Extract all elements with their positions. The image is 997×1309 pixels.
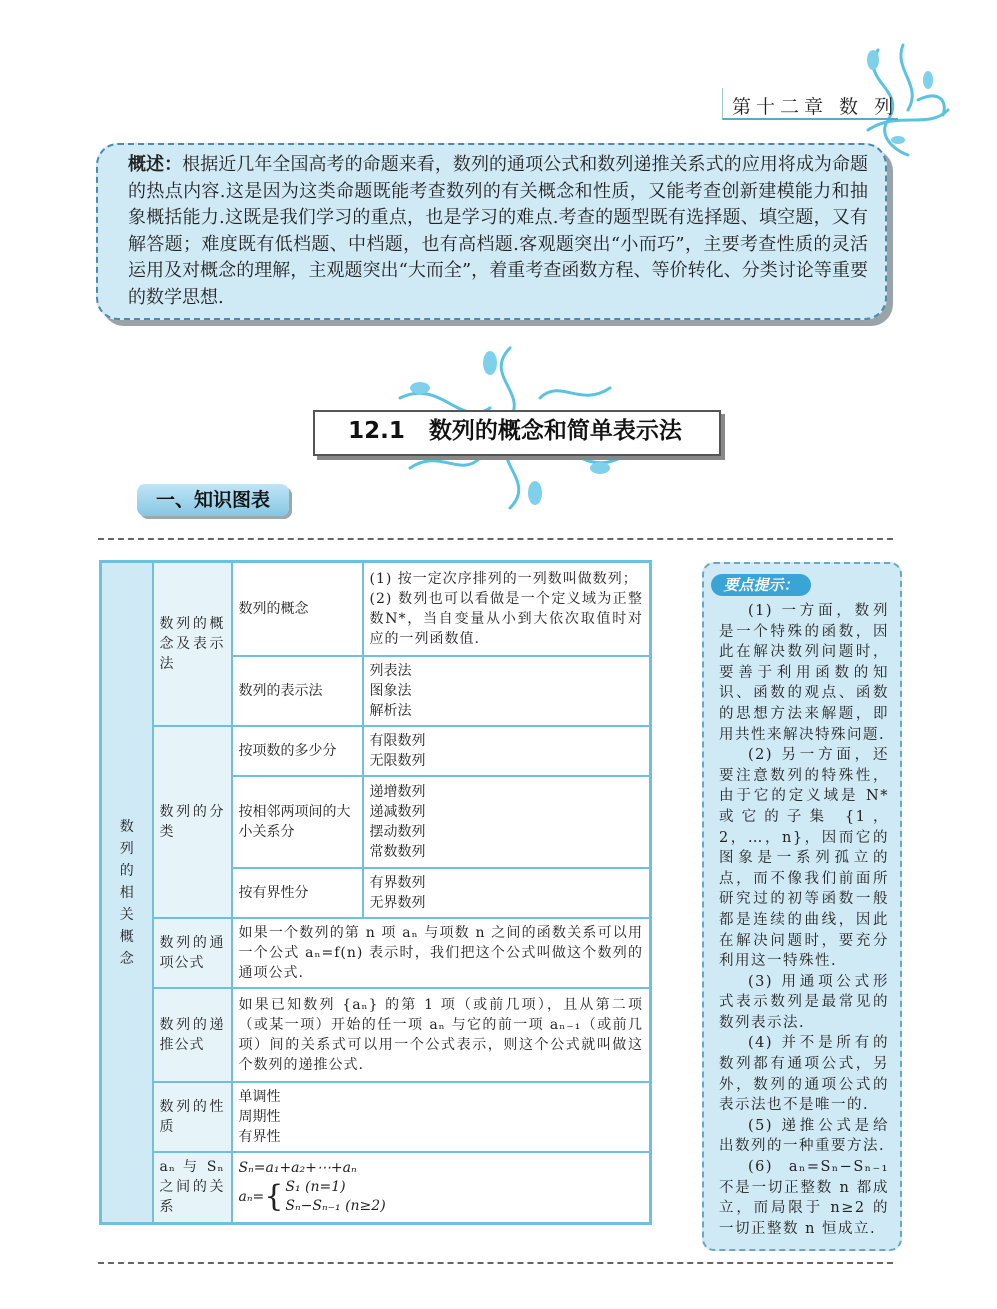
tip-paragraph: (2) 另一方面，还要注意数列的特殊性，由于它的定义域是 N* 或它的子集 {1，2，…，n}，因而它的图象是一系列孤立的点，而不像我们前面所研究过的初等函数一般都是连续的曲线，因此在解决问题时，要充分利用这一特殊性.: [719, 747, 889, 970]
tip-paragraph: (6) aₙ=Sₙ−Sₙ₋₁ 不是一切正整数 n 都成立，而局限于 n≥2 的一切正整数 n 恒成立.: [719, 1159, 889, 1237]
tip-paragraph: (4) 并不是所有的数列都有通项公式，另外，数列的通项公式的表示法也不是唯一的.: [719, 1035, 889, 1114]
knowledge-table: [99, 560, 652, 1225]
concept-def-1: (1) 按一定次序排列的一列数叫做数列；: [369, 570, 638, 587]
class-item: 有限数列: [369, 732, 426, 749]
table-row: [101, 726, 651, 776]
tip-paragraph: (5) 递推公式是给出数列的一种重要方法.: [719, 1117, 889, 1155]
class-item: 递减数列: [369, 803, 426, 820]
chapter-title: 第十二章 数 列: [732, 96, 899, 118]
by-bound-label: 按有界性分: [232, 868, 363, 918]
concept-def-2: (2) 数列也可以看做是一个定义域为正整数N*，当自变量从小到大依次取值时对应的一列函数值.: [369, 590, 643, 647]
section-number: 12.1: [348, 418, 405, 444]
group-classification-label: 数列的分类: [153, 726, 232, 918]
repr-item: 解析法: [369, 702, 412, 719]
table-row: [101, 988, 651, 1082]
root-concept-cell: [101, 562, 153, 1224]
subsection-title: 一、知识图表: [137, 484, 289, 516]
tip-paragraph: (1) 一方面，数列是一个特殊的函数，因此在解决数列问题时，要善于利用函数的知识、函数的观点、函数的思想方法来解题，即用共性来解决特殊问题.: [719, 603, 889, 743]
piecewise-formula: [239, 1178, 644, 1216]
divider-top: [98, 538, 893, 540]
relation-formulas: [232, 1152, 651, 1224]
table-row: [101, 562, 651, 656]
tips-label: 要点提示：: [711, 574, 811, 596]
piecewise-case-1: S₁ (n=1): [285, 1179, 346, 1196]
by-count-label: 按项数的多少分: [232, 726, 363, 776]
overview-text: [128, 152, 868, 311]
property-item: 有界性: [238, 1128, 281, 1145]
recursive-formula-text: 如果已知数列 {aₙ} 的第 1 项（或前几项），且从第二项（或某一项）开始的任一项 aₙ 与它的前一项 aₙ₋₁（或前几项）间的关系式可以用一个公式表示，则这个公式就叫做这个数列的递推公式.: [232, 988, 651, 1082]
general-formula-text: 如果一个数列的第 n 项 aₙ 与项数 n 之间的函数关系可以用一个公式 aₙ=f(n) 表示时，我们把这个公式叫做这个数列的通项公式.: [232, 918, 651, 988]
group-concept-label: 数列的概念及表示法: [153, 562, 232, 726]
recursive-formula-label: 数列的递推公式: [153, 988, 232, 1082]
section-title: [313, 410, 717, 452]
by-relation-items: [363, 776, 651, 868]
concept-definition: [363, 562, 651, 656]
by-relation-label: 按相邻两项间的大小关系分: [232, 776, 363, 868]
class-item: 有界数列: [369, 874, 426, 891]
repr-item: 图象法: [369, 682, 412, 699]
overview-body: 根据近几年全国高考的命题来看，数列的通项公式和数列递推关系式的应用将成为命题的热点内容.这是因为这类命题既能考查数列的有关概念和性质，又能考查创新建模能力和抽象概括能力.这既是我们学习的重点，也是学习的难点.考查的题型既有选择题、填空题，又有解答题；难度既有低档题、中档题，也有高档题.客观题突出“小而巧”，主要考查性质的灵活运用及对概念的理解，主观题突出“大而全”，着重考查函数方程、等价转化、分类讨论等重要的数学思想.: [128, 154, 869, 308]
class-item: 递增数列: [369, 783, 426, 800]
by-bound-items: [363, 868, 651, 918]
root-concept-label: 数列的相关概念: [119, 818, 134, 967]
concept-label: 数列的概念: [232, 562, 363, 656]
table-row: [101, 918, 651, 988]
overview-label: 概述：: [128, 154, 183, 175]
by-count-items: [363, 726, 651, 776]
piecewise-case-2: Sₙ−Sₙ₋₁ (n≥2): [285, 1198, 386, 1215]
sum-formula: Sₙ=a₁+a₂+⋯+aₙ: [238, 1160, 357, 1177]
repr-items: [363, 656, 651, 726]
divider-bottom: [98, 1262, 893, 1264]
repr-item: 列表法: [369, 662, 412, 679]
property-label: 数列的性质: [153, 1082, 232, 1152]
class-item: 无限数列: [369, 752, 426, 769]
property-item: 周期性: [238, 1108, 281, 1125]
tips-text: [719, 601, 889, 1239]
piecewise-lhs: aₙ=: [238, 1189, 265, 1206]
section-name: 数列的概念和简单表示法: [428, 418, 682, 444]
property-items: [232, 1082, 651, 1152]
repr-label: 数列的表示法: [232, 656, 363, 726]
class-item: 无界数列: [369, 894, 426, 911]
brace-icon: {: [264, 1179, 284, 1215]
general-formula-label: 数列的通项公式: [153, 918, 232, 988]
table-row: [101, 1082, 651, 1152]
table-row: [101, 1152, 651, 1224]
relation-label: aₙ 与 Sₙ 之间的关系: [153, 1152, 232, 1224]
tip-paragraph: (3) 用通项公式形式表示数列是最常见的数列表示法.: [719, 973, 889, 1031]
property-item: 单调性: [238, 1088, 281, 1105]
class-item: 摆动数列: [369, 823, 426, 840]
class-item: 常数数列: [369, 843, 426, 860]
